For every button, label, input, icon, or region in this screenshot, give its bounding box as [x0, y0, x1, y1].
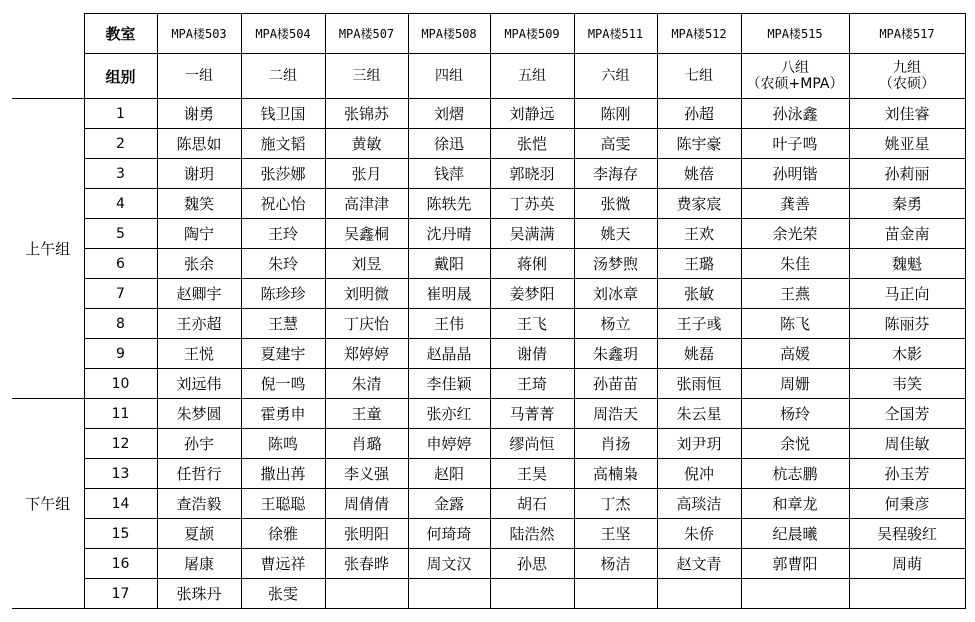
student-name-cell: 朱鑫玥 [574, 339, 657, 369]
row-number: 1 [84, 99, 157, 129]
student-name-cell: 孙泳鑫 [741, 99, 849, 129]
student-name-cell: 陈珍珍 [241, 279, 325, 309]
classroom-cell: MPA楼509 [490, 14, 574, 54]
row-number: 10 [84, 369, 157, 399]
student-name-cell: 赵卿宇 [157, 279, 241, 309]
student-name-cell: 曹远祥 [241, 549, 325, 579]
student-name-cell: 张莎娜 [241, 159, 325, 189]
student-name-cell: 陈丽芬 [849, 309, 965, 339]
student-name-cell: 马正向 [849, 279, 965, 309]
row-number: 16 [84, 549, 157, 579]
group-cell: 八组 （农硕+MPA） [741, 54, 849, 99]
student-name-cell: 汤梦煦 [574, 249, 657, 279]
student-name-cell: 王亦超 [157, 309, 241, 339]
student-name-cell [408, 579, 490, 609]
student-name-cell: 胡石 [490, 489, 574, 519]
student-name-cell: 周倩倩 [325, 489, 408, 519]
student-name-cell: 施文韬 [241, 129, 325, 159]
student-name-cell: 丁庆怡 [325, 309, 408, 339]
student-name-cell: 王昊 [490, 459, 574, 489]
student-name-cell: 陶宁 [157, 219, 241, 249]
student-name-cell: 张微 [574, 189, 657, 219]
student-name-cell: 刘尹玥 [657, 429, 741, 459]
student-name-cell: 魏笑 [157, 189, 241, 219]
student-name-cell: 朱清 [325, 369, 408, 399]
table-row [12, 249, 965, 279]
row-number: 17 [84, 579, 157, 609]
student-name-cell: 刘远伟 [157, 369, 241, 399]
student-name-cell: 吴鑫桐 [325, 219, 408, 249]
student-name-cell: 周浩天 [574, 399, 657, 429]
student-name-cell: 王悦 [157, 339, 241, 369]
student-name-cell: 王璐 [657, 249, 741, 279]
student-name-cell: 查浩毅 [157, 489, 241, 519]
classroom-cell: MPA楼512 [657, 14, 741, 54]
table-row [12, 129, 965, 159]
student-name-cell: 赵文青 [657, 549, 741, 579]
student-name-cell: 和章龙 [741, 489, 849, 519]
row-number: 12 [84, 429, 157, 459]
student-name-cell: 刘冰章 [574, 279, 657, 309]
row-number: 11 [84, 399, 157, 429]
student-name-cell: 陈鸣 [241, 429, 325, 459]
student-name-cell: 苗金南 [849, 219, 965, 249]
student-name-cell: 王伟 [408, 309, 490, 339]
group-cell: 七组 [657, 54, 741, 99]
group-label: 组别 [84, 54, 157, 99]
student-name-cell: 王子彧 [657, 309, 741, 339]
session-label: 上午组 [12, 99, 84, 399]
student-name-cell: 郭曹阳 [741, 549, 849, 579]
group-assignment-table [12, 13, 966, 609]
student-name-cell: 张明阳 [325, 519, 408, 549]
student-name-cell: 王坚 [574, 519, 657, 549]
classroom-cell: MPA楼517 [849, 14, 965, 54]
row-number: 7 [84, 279, 157, 309]
student-name-cell: 刘佳睿 [849, 99, 965, 129]
table-row [12, 399, 965, 429]
table-row [12, 519, 965, 549]
student-name-cell: 周佳敏 [849, 429, 965, 459]
row-number: 13 [84, 459, 157, 489]
table-row [12, 429, 965, 459]
student-name-cell: 叶子鸣 [741, 129, 849, 159]
group-cell: 二组 [241, 54, 325, 99]
table-row [12, 369, 965, 399]
student-name-cell: 孙玉芳 [849, 459, 965, 489]
student-name-cell: 刘熠 [408, 99, 490, 129]
student-name-cell: 杭志鹏 [741, 459, 849, 489]
student-name-cell: 赵阳 [408, 459, 490, 489]
student-name-cell: 秦勇 [849, 189, 965, 219]
student-name-cell [325, 579, 408, 609]
student-name-cell: 孙宇 [157, 429, 241, 459]
table-row [12, 99, 965, 129]
table-row [12, 219, 965, 249]
student-name-cell: 木影 [849, 339, 965, 369]
student-name-cell: 刘明微 [325, 279, 408, 309]
student-name-cell: 徐迅 [408, 129, 490, 159]
student-name-cell: 倪一鸣 [241, 369, 325, 399]
classroom-cell: MPA楼511 [574, 14, 657, 54]
classroom-header-row [12, 14, 965, 54]
row-number: 2 [84, 129, 157, 159]
student-name-cell: 周姗 [741, 369, 849, 399]
student-name-cell: 任哲行 [157, 459, 241, 489]
row-number: 15 [84, 519, 157, 549]
student-name-cell: 丁苏英 [490, 189, 574, 219]
group-cell: 六组 [574, 54, 657, 99]
student-name-cell: 高雯 [574, 129, 657, 159]
student-name-cell: 陈刚 [574, 99, 657, 129]
table-row [12, 159, 965, 189]
student-name-cell: 姚天 [574, 219, 657, 249]
student-name-cell: 刘昱 [325, 249, 408, 279]
student-name-cell: 仝国芳 [849, 399, 965, 429]
student-name-cell: 陈轶先 [408, 189, 490, 219]
student-name-cell: 郑婷婷 [325, 339, 408, 369]
group-cell: 一组 [157, 54, 241, 99]
student-name-cell: 孙思 [490, 549, 574, 579]
group-cell: 九组 （农硕） [849, 54, 965, 99]
student-name-cell: 缪尚恒 [490, 429, 574, 459]
row-number: 8 [84, 309, 157, 339]
classroom-cell: MPA楼503 [157, 14, 241, 54]
student-name-cell: 张月 [325, 159, 408, 189]
student-name-cell: 张春晔 [325, 549, 408, 579]
student-name-cell: 赵晶晶 [408, 339, 490, 369]
student-name-cell: 夏颉 [157, 519, 241, 549]
student-name-cell: 王慧 [241, 309, 325, 339]
row-number: 3 [84, 159, 157, 189]
student-name-cell: 沈丹晴 [408, 219, 490, 249]
table-row [12, 459, 965, 489]
student-name-cell: 吴满满 [490, 219, 574, 249]
group-cell: 五组 [490, 54, 574, 99]
student-name-cell: 朱云星 [657, 399, 741, 429]
student-name-cell: 金露 [408, 489, 490, 519]
group-cell: 三组 [325, 54, 408, 99]
student-name-cell: 高楠枭 [574, 459, 657, 489]
student-name-cell: 张锦苏 [325, 99, 408, 129]
student-name-cell: 余光荣 [741, 219, 849, 249]
student-name-cell [490, 579, 574, 609]
group-header-row [12, 54, 965, 99]
student-name-cell: 陈宇豪 [657, 129, 741, 159]
student-name-cell: 孙明锴 [741, 159, 849, 189]
student-name-cell: 高津津 [325, 189, 408, 219]
student-name-cell: 张珠丹 [157, 579, 241, 609]
student-name-cell: 张雯 [241, 579, 325, 609]
classroom-cell: MPA楼504 [241, 14, 325, 54]
student-name-cell: 张余 [157, 249, 241, 279]
table-row [12, 549, 965, 579]
student-name-cell: 祝心怡 [241, 189, 325, 219]
student-name-cell [574, 579, 657, 609]
student-name-cell: 费家宸 [657, 189, 741, 219]
student-name-cell: 吴程骏红 [849, 519, 965, 549]
student-name-cell: 丁杰 [574, 489, 657, 519]
student-name-cell: 何秉彦 [849, 489, 965, 519]
student-name-cell: 谢玥 [157, 159, 241, 189]
student-name-cell: 朱梦圆 [157, 399, 241, 429]
student-name-cell: 陈思如 [157, 129, 241, 159]
row-number: 4 [84, 189, 157, 219]
student-name-cell: 申婷婷 [408, 429, 490, 459]
table-row [12, 489, 965, 519]
student-name-cell: 戴阳 [408, 249, 490, 279]
corner-cell [12, 14, 84, 99]
student-name-cell: 王欢 [657, 219, 741, 249]
student-name-cell: 高琰洁 [657, 489, 741, 519]
student-name-cell: 王飞 [490, 309, 574, 339]
session-label: 下午组 [12, 399, 84, 609]
classroom-cell: MPA楼508 [408, 14, 490, 54]
student-name-cell: 王琦 [490, 369, 574, 399]
student-name-cell: 谢倩 [490, 339, 574, 369]
student-name-cell: 孙超 [657, 99, 741, 129]
student-name-cell: 陈飞 [741, 309, 849, 339]
student-name-cell: 周萌 [849, 549, 965, 579]
student-name-cell: 韦笑 [849, 369, 965, 399]
student-name-cell: 孙苗苗 [574, 369, 657, 399]
student-name-cell: 李佳颖 [408, 369, 490, 399]
student-name-cell: 杨立 [574, 309, 657, 339]
student-name-cell: 谢勇 [157, 99, 241, 129]
table-row [12, 279, 965, 309]
student-name-cell: 陆浩然 [490, 519, 574, 549]
student-name-cell: 孙莉丽 [849, 159, 965, 189]
student-name-cell: 王童 [325, 399, 408, 429]
student-name-cell: 肖璐 [325, 429, 408, 459]
student-name-cell [657, 579, 741, 609]
student-name-cell: 刘静远 [490, 99, 574, 129]
student-name-cell: 夏建宇 [241, 339, 325, 369]
row-number: 5 [84, 219, 157, 249]
student-name-cell [849, 579, 965, 609]
student-name-cell: 朱玲 [241, 249, 325, 279]
student-name-cell: 姚亚星 [849, 129, 965, 159]
student-name-cell: 王聪聪 [241, 489, 325, 519]
student-name-cell: 朱佳 [741, 249, 849, 279]
student-name-cell: 王燕 [741, 279, 849, 309]
student-name-cell [741, 579, 849, 609]
classroom-cell: MPA楼507 [325, 14, 408, 54]
student-name-cell: 朱侨 [657, 519, 741, 549]
student-name-cell: 崔明晟 [408, 279, 490, 309]
student-name-cell: 徐雅 [241, 519, 325, 549]
student-name-cell: 张雨恒 [657, 369, 741, 399]
classroom-cell: MPA楼515 [741, 14, 849, 54]
student-name-cell: 肖扬 [574, 429, 657, 459]
student-name-cell: 纪晨曦 [741, 519, 849, 549]
classroom-label: 教室 [84, 14, 157, 54]
student-name-cell: 高媛 [741, 339, 849, 369]
student-name-cell: 李海存 [574, 159, 657, 189]
student-name-cell: 李义强 [325, 459, 408, 489]
student-name-cell: 魏魁 [849, 249, 965, 279]
student-name-cell: 杨玲 [741, 399, 849, 429]
row-number: 9 [84, 339, 157, 369]
student-name-cell: 何琦琦 [408, 519, 490, 549]
student-name-cell: 霍勇申 [241, 399, 325, 429]
table-row [12, 189, 965, 219]
table-row [12, 309, 965, 339]
student-name-cell: 姜梦阳 [490, 279, 574, 309]
student-name-cell: 姚磊 [657, 339, 741, 369]
table-row [12, 579, 965, 609]
student-name-cell: 姚蓓 [657, 159, 741, 189]
student-name-cell: 马菁菁 [490, 399, 574, 429]
student-name-cell: 蒋俐 [490, 249, 574, 279]
student-name-cell: 杨洁 [574, 549, 657, 579]
table-row [12, 339, 965, 369]
student-name-cell: 黄敏 [325, 129, 408, 159]
student-name-cell: 张亦红 [408, 399, 490, 429]
student-name-cell: 倪冲 [657, 459, 741, 489]
group-cell: 四组 [408, 54, 490, 99]
student-name-cell: 张敏 [657, 279, 741, 309]
student-name-cell: 钱萍 [408, 159, 490, 189]
student-name-cell: 周文汉 [408, 549, 490, 579]
student-name-cell: 王玲 [241, 219, 325, 249]
student-name-cell: 郭晓羽 [490, 159, 574, 189]
student-name-cell: 余悦 [741, 429, 849, 459]
student-name-cell: 龚善 [741, 189, 849, 219]
student-name-cell: 钱卫国 [241, 99, 325, 129]
student-name-cell: 屠康 [157, 549, 241, 579]
student-name-cell: 张恺 [490, 129, 574, 159]
row-number: 14 [84, 489, 157, 519]
student-name-cell: 撒出苒 [241, 459, 325, 489]
row-number: 6 [84, 249, 157, 279]
